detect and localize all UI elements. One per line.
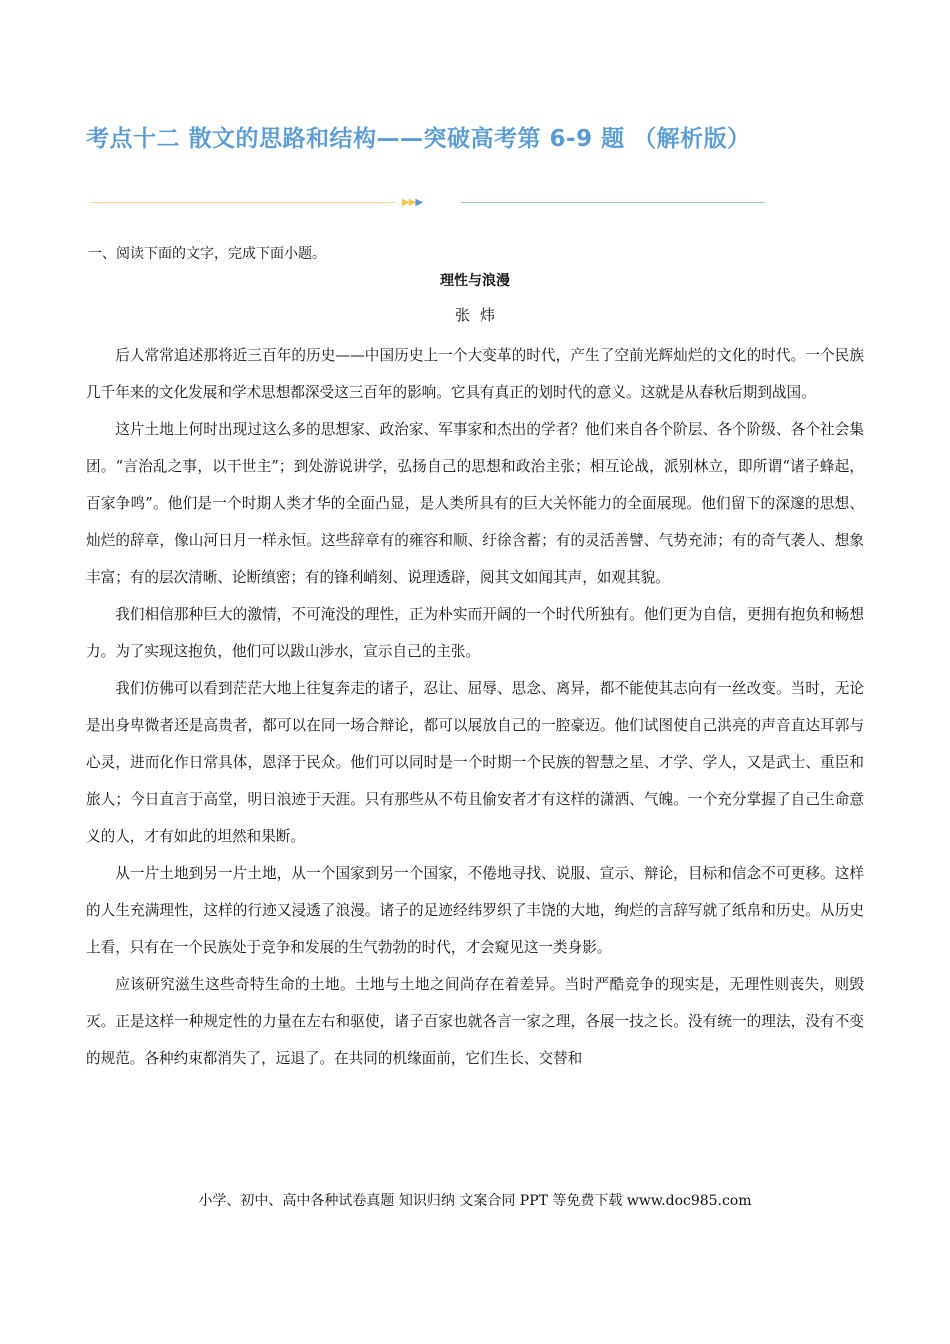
article-body bbox=[86, 337, 864, 1077]
paragraph: 从一片土地到另一片土地，从一个国家到另一个国家，不倦地寻找、说服、宣示、辩论，目标和信念不可更移。这样的人生充满理性，这样的行迹又浸透了浪漫。诸子的足迹经纬罗织了丰饶的大地，绚烂的言辞写就了纸帛和历史。从历史上看，只有在一个民族处于竞争和发展的生气勃勃的时代，才会窥见这一类身影。 bbox=[86, 865, 864, 956]
page-footer: 小学、初中、高中各种试卷真题 知识归纳 文案合同 PPT 等免费下载 www.doc985.com bbox=[198, 1193, 752, 1209]
divider-arrows-icon: ▶▶▶ bbox=[402, 197, 423, 208]
question-instruction: 一、阅读下面的文字，完成下面小题。 bbox=[88, 246, 326, 262]
paragraph: 我们相信那种巨大的激情，不可淹没的理性，正为朴实而开阔的一个时代所独有。他们更为自信，更拥有抱负和畅想力。为了实现这抱负，他们可以跋山涉水，宣示自己的主张。 bbox=[86, 606, 864, 660]
divider-line-right bbox=[461, 202, 765, 203]
paragraph: 我们仿佛可以看到茫茫大地上往复奔走的诸子，忍让、屈辱、思念、离异，都不能使其志向有一丝改变。当时，无论是出身卑微者还是高贵者，都可以在同一场合辩论，都可以展放自己的一腔豪迈。他们试图使自己洪亮的声音直达耳郭与心灵，进而化作日常具体，恩泽于民众。他们可以同时是一个时期一个民族的智慧之星、才学、学人，又是武士、重臣和旅人；今日直言于高堂，明日浪迹于天涯。只有那些从不苟且偷安者才有这样的潇洒、气魄。一个充分掌握了自己生命意义的人，才有如此的坦然和果断。 bbox=[86, 680, 864, 845]
divider-line-left bbox=[90, 202, 395, 203]
page-title: 考点十二 散文的思路和结构——突破高考第 6-9 题 （解析版） bbox=[86, 126, 751, 152]
paragraph: 这片土地上何时出现过这么多的思想家、政治家、军事家和杰出的学者？他们来自各个阶层、各个阶级、各个社会集团。“言治乱之事，以干世主”；到处游说讲学，弘扬自己的思想和政治主张；相互论战，派别林立，即所谓“诸子蜂起，百家争鸣”。他们是一个时期人类才华的全面凸显，是人类所具有的巨大关怀能力的全面展现。他们留下的深邃的思想、灿烂的辞章，像山河日月一样永恒。这些辞章有的雍容和顺、纡徐含蓄；有的灵活善譬、气势充沛；有的奇气袭人、想象丰富；有的层次清晰、论断缜密；有的锋利峭刻、说理透辟，阅其文如闻其声，如观其貌。 bbox=[86, 421, 864, 586]
paragraph: 应该研究滋生这些奇特生命的土地。土地与土地之间尚存在着差异。当时严酷竞争的现实是，无理性则丧失，则毁灭。正是这样一种规定性的力量在左右和驱使，诸子百家也就各言一家之理，各展一技之长。没有统一的理法，没有不变的规范。各种约束都消失了，远退了。在共同的机缘面前，它们生长、交替和 bbox=[86, 976, 864, 1067]
article-title: 理性与浪漫 bbox=[440, 273, 510, 289]
title-divider bbox=[0, 196, 950, 210]
paragraph: 后人常常追述那将近三百年的历史——中国历史上一个大变革的时代，产生了空前光辉灿烂的文化的时代。一个民族几千年来的文化发展和学术思想都深受这三百年的影响。它具有真正的划时代的意义。这就是从春秋后期到战国。 bbox=[86, 347, 864, 401]
article-author: 张炜 bbox=[454, 306, 505, 324]
